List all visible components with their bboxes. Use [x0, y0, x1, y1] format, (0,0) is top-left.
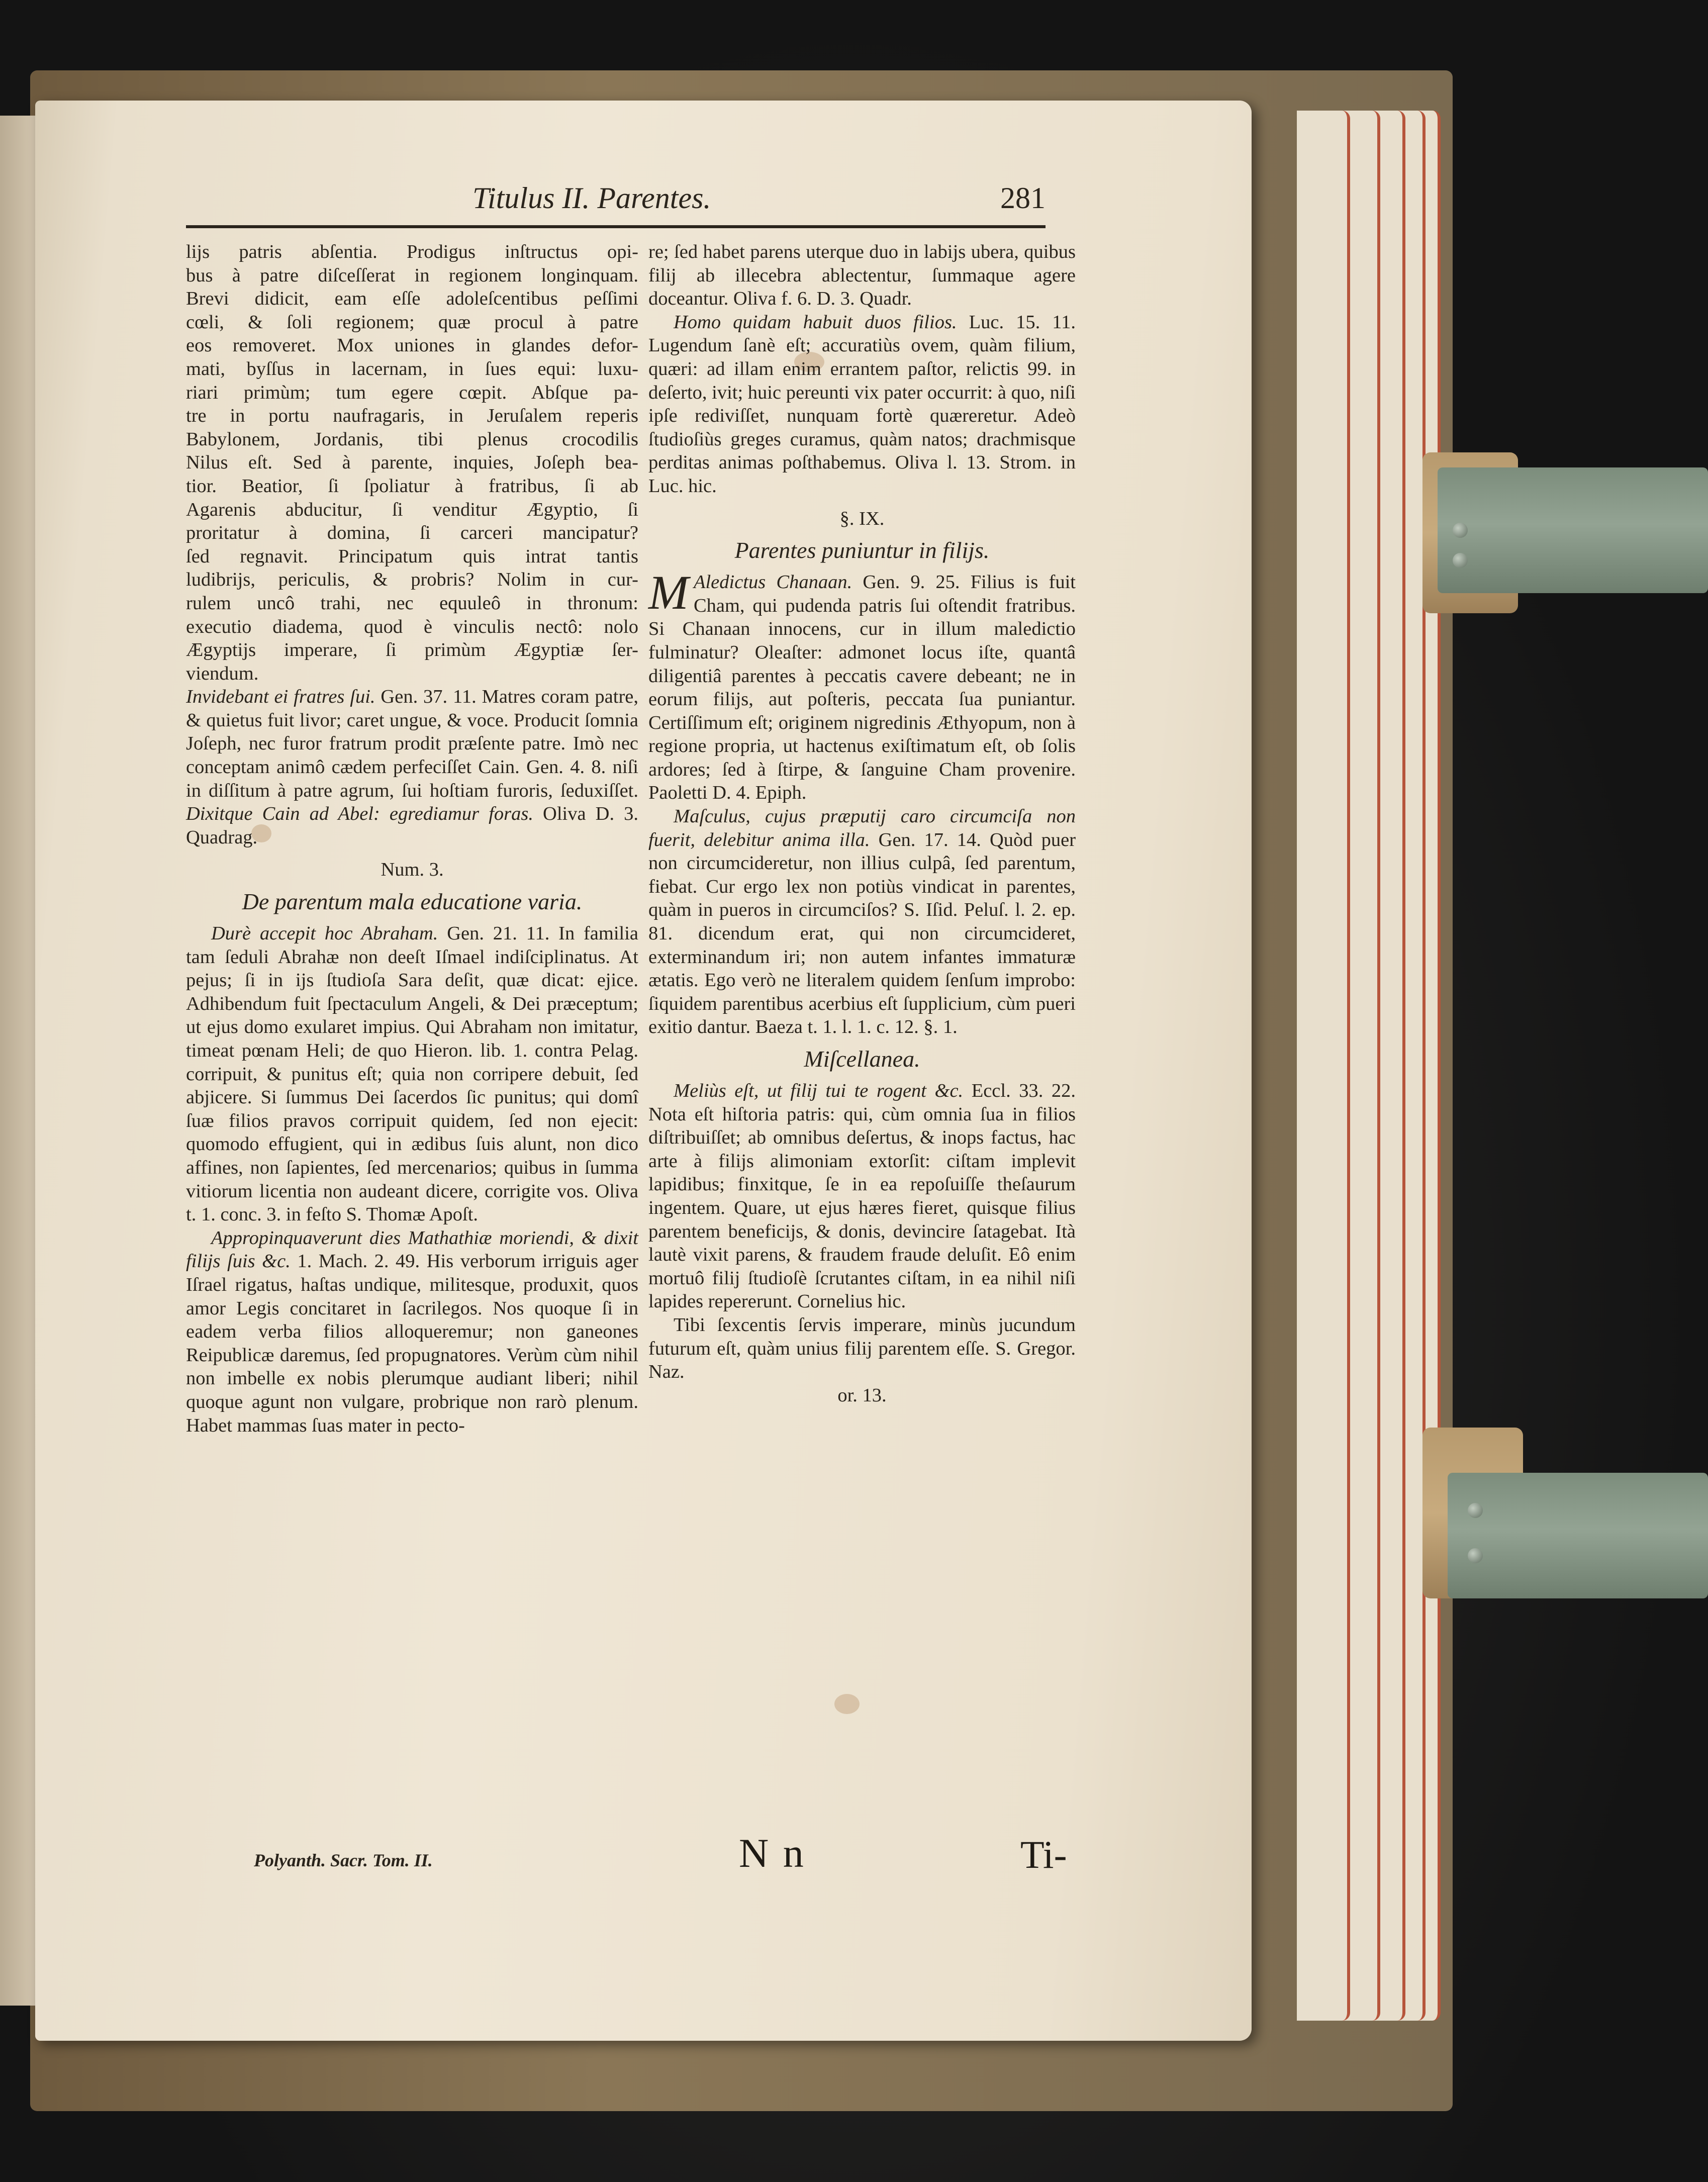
text-line: Brevi didicit, eam eſſe adoleſcentibus peſſimi [186, 288, 638, 310]
text-line: Ægyptijs imperare, ſi primùm Ægyptiæ ſer- [186, 639, 638, 661]
signature-line: Polyanth. Sacr. Tom. II. [254, 1850, 433, 1870]
right-para2 [648, 311, 1076, 498]
section-heading: Parentes puniuntur in filijs. [734, 537, 990, 563]
para-text: 1. Mach. 2. 49. His verborum irriguis ager Iſrael rigatus, haſtas undique, militesque, produxit, quos amor Legis concitaret in ſacrilegos. Nos quoque ſi in eadem verba filios alloqueremur; non ganeones Reipublicæ daremus, ſed propugnatores. Verùm cùm nihil non imbelle ex nobis plerumque audiant liberi; nihil quoque agunt non vulgare, probrique non rarò plenum. Habet mammas ſuas mater in pecto- [186, 1251, 638, 1436]
right-para6-ref: or. 13. [837, 1384, 887, 1406]
para-text: Gen. 37. 11. Matres coram patre, & quietus fuit livor; caret ungue, & voce. Producit ſomnia Joſeph, nec furor fratrum prodit præſente patre. Imò nec conceptam animô cædem perfeciſſet Cain. Gen. 4. 8. niſi in diſſitum à patre agrum, ſui hoſtiam furoris, ſeduxiſſet. [186, 686, 639, 801]
right-para1: re; ſed habet parens uterque duo in labijs ubera, quibus filij ab illecebra ablectentur, ſummaque agere doceantur. Oliva f. 6. D. 3. Quadr. [648, 241, 1076, 310]
text-line: tior. Beatior, ſi ſpoliatur à fratribus, ſi ab [186, 475, 638, 497]
left-para2 [186, 922, 638, 1226]
text-line: rulem uncô trahi, nec equuleô in thronum: [186, 592, 638, 614]
text-line: Nilus eſt. Sed à parente, inquies, Joſeph bea- [186, 452, 638, 473]
text-line: executio diadema, quod è vinculis nectô: nolo [186, 616, 638, 637]
rivet [1453, 523, 1468, 538]
para-text: Eccl. 33. 22. Nota eſt hiſtoria patris: qui, cùm omnia ſua in filios diſtribuiſſet; ab omnibus deſertus, & inops factus, hac arte à filijs alimoniam extorſit: ciſtam implevit lapidibus; finxitque, ſe in ea repoſuiſſe theſaurum ingentem. Quare, ut ejus hæres fieret, quisque filius parentem beneficijs, & donis, devincire ſatagebat. Ità lautè vixit parens, & fraudem fraude deluſit. Eô enim mortuô filij ſtudioſè ſcrutantes ciſtam, in ea nihil niſi lapides repererunt. Cornelius hic. [648, 1080, 1076, 1312]
header-rule [186, 225, 1046, 228]
para-text: Gen. 17. 14. Quòd puer non circumcideretur, non illius culpâ, ſed parentum, fiebat. Cur ergo lex non potiùs vindicat in parentes, quàm in pueros in circumciſos? S. Iſid. Peluſ. l. 2. ep. 81. dicendum erat, qui non circumcideret, exterminandum iri; non autem infantes immaturæ ætatis. Ego verò ne literalem quidem ſenſum improbo: ſiquidem parentibus acerbius eſt ſupplicium, cùm pueri exitio dantur. Baeza t. 1. l. 1. c. 12. §. 1. [648, 829, 1076, 1038]
stain [834, 1694, 860, 1714]
text-line: ludibrijs, periculis, & probris? Nolim in cur- [186, 569, 638, 591]
text-line: mati, byſſus in lacernam, in ſues equi: luxu- [186, 358, 638, 380]
text-line: eos removeret. Mox uniones in glandes defor- [186, 335, 638, 356]
para-text: Luc. 15. 11. Lugendum ſanè eſt; accuratiùs ovem, quàm filium, quæri: ad illam enim errantem paſtor, relictis 99. in deſerto, ivit; huic pereunti vix pater occurrit: à quo, niſi ipſe rediviſſet, nunquam fortè quæreretur. Adeò ſtudioſiùs greges curamus, quàm natos; drachmisque perditas animas poſthabemus. Oliva l. 13. Strom. in Luc. hic. [648, 311, 1076, 497]
quote-dure: Durè accepit hoc Abraham. [211, 923, 438, 944]
page-leaf [1297, 111, 1350, 2021]
text-line: cœli, & ſoli regionem; quæ procul à patre [186, 311, 638, 333]
catchword: Ti- [1020, 1833, 1067, 1876]
left-para1-tail [186, 685, 638, 849]
right-column [648, 240, 1076, 1407]
left-column [186, 240, 638, 1437]
right-para6: Tibi ſexcentis ſervis imperare, minùs jucundum futurum eſt, quàm unius filij parentem eſſe. S. Gregor. Naz. [648, 1314, 1076, 1383]
text-line: viendum. [186, 662, 259, 684]
para-text: Gen. 9. 25. Filius is fuit Cham, qui pudenda patris ſui oſtendit fratribus. Si Chanaan innocens, cur in illum maledictio fulminatur? Oleaſter: admonet locus iſte, quantâ diligentiâ parentes à peccatis cavere debeant; ne in eorum filijs, aut poſteris, peccata ſua puniantur. Certiſſimum eſt; originem nigredinis Æthyopum, non à regione propria, ut hactenus exiſtimatum eſt, ob ſolis ardores; ſed à ſtirpe, & ſanguine Cham provenire. Paoletti D. 4. Epiph. [648, 572, 1076, 804]
rivet [1453, 553, 1468, 568]
quote-homo: Homo quidam habuit duos filios. [674, 311, 957, 333]
rivet [1468, 1548, 1483, 1563]
text-line: bus à patre diſceſſerat in regionem longinquam. [186, 264, 638, 286]
running-head-title: Titulus II. Parentes. [472, 181, 711, 215]
quote-maledictus: Aledictus Chanaan. [693, 572, 852, 593]
text-line: proritatur à domina, ſi carceri mancipatur? [186, 522, 638, 544]
section-heading: De parentum mala educatione varia. [242, 889, 583, 915]
drop-cap: M [648, 565, 689, 620]
clasp-lower [1448, 1473, 1708, 1598]
quote-appropinquaverunt: Appropinquaverunt dies Mathathiæ moriendi, & dixit filijs ſuis &c. [186, 1227, 638, 1272]
left-para3 [186, 1226, 638, 1437]
num-label: Num. 3. [381, 859, 444, 881]
clasp-upper [1438, 467, 1708, 593]
para-text: Gen. 21. 11. In familia tam ſeduli Abrahæ non deeſt Iſmael indiſciplinatus. At pejus; ſi in ijs ſtudioſa Sara deſit, quæ dicat: ejice. Adhibendum fuit ſpectaculum Angeli, & Dei præceptum; ut ejus domo exularet impius. Qui Abraham non imitatur, timeat pœnam Heli; de quo Hieron. lib. 1. contra Pelag. corripuit, & punitus eſt; quia non corripere debuit, ſed abjicere. Si ſummus Dei ſacerdos ſic punitus; qui domî ſuæ filios pravos corripuit quidem, ſed non ejecit: quomodo effugient, qui in ædibus ſuis alunt, non dico affines, non ſapientes, ſed mercenarios; quibus in ſumma vitiorum licentia non audeant dicere, corrigite vos. Oliva t. 1. conc. 3. in feſto S. Thomæ Apoſt. [186, 923, 639, 1225]
page-number: 281 [1000, 181, 1046, 215]
quote-melius: Meliùs eſt, ut filij tui te rogent &c. [674, 1080, 964, 1101]
right-para5 [648, 1079, 1076, 1313]
signature-mark: N n [739, 1830, 806, 1876]
right-para3 [648, 565, 1076, 805]
text-line: Babylonem, Jordanis, tibi plenus crocodilis [186, 428, 638, 450]
quote-masculus: Maſculus, cujus præputij caro circumciſa non fuerit, delebitur anima illa. [648, 806, 1076, 850]
text-line: Agarenis abducitur, ſi venditur Ægyptio, ſi [186, 499, 638, 520]
reference: Oliva D. 3. Quadrag. [186, 803, 639, 848]
quote-invidebant: Invidebant ei fratres ſui. [186, 686, 375, 708]
running-head [186, 181, 1046, 226]
text-line: riari primùm; tum egere cœpit. Abſque pa- [186, 382, 638, 403]
left-para1 [186, 240, 638, 685]
text-line: lijs patris abſentia. Prodigus inſtructus opi- [186, 241, 638, 262]
quote-dixitque: Dixitque Cain ad Abel: egrediamur foras. [186, 803, 533, 825]
misc-heading: Miſcellanea. [804, 1046, 920, 1072]
text-line: ſed regnavit. Principatum quis intrat tantis [186, 545, 638, 567]
section-number: §. IX. [839, 508, 885, 529]
text-line: tre in portu naufragaris, in Jeruſalem reperis [186, 405, 638, 427]
rivet [1468, 1503, 1483, 1518]
right-para4 [648, 805, 1076, 1039]
